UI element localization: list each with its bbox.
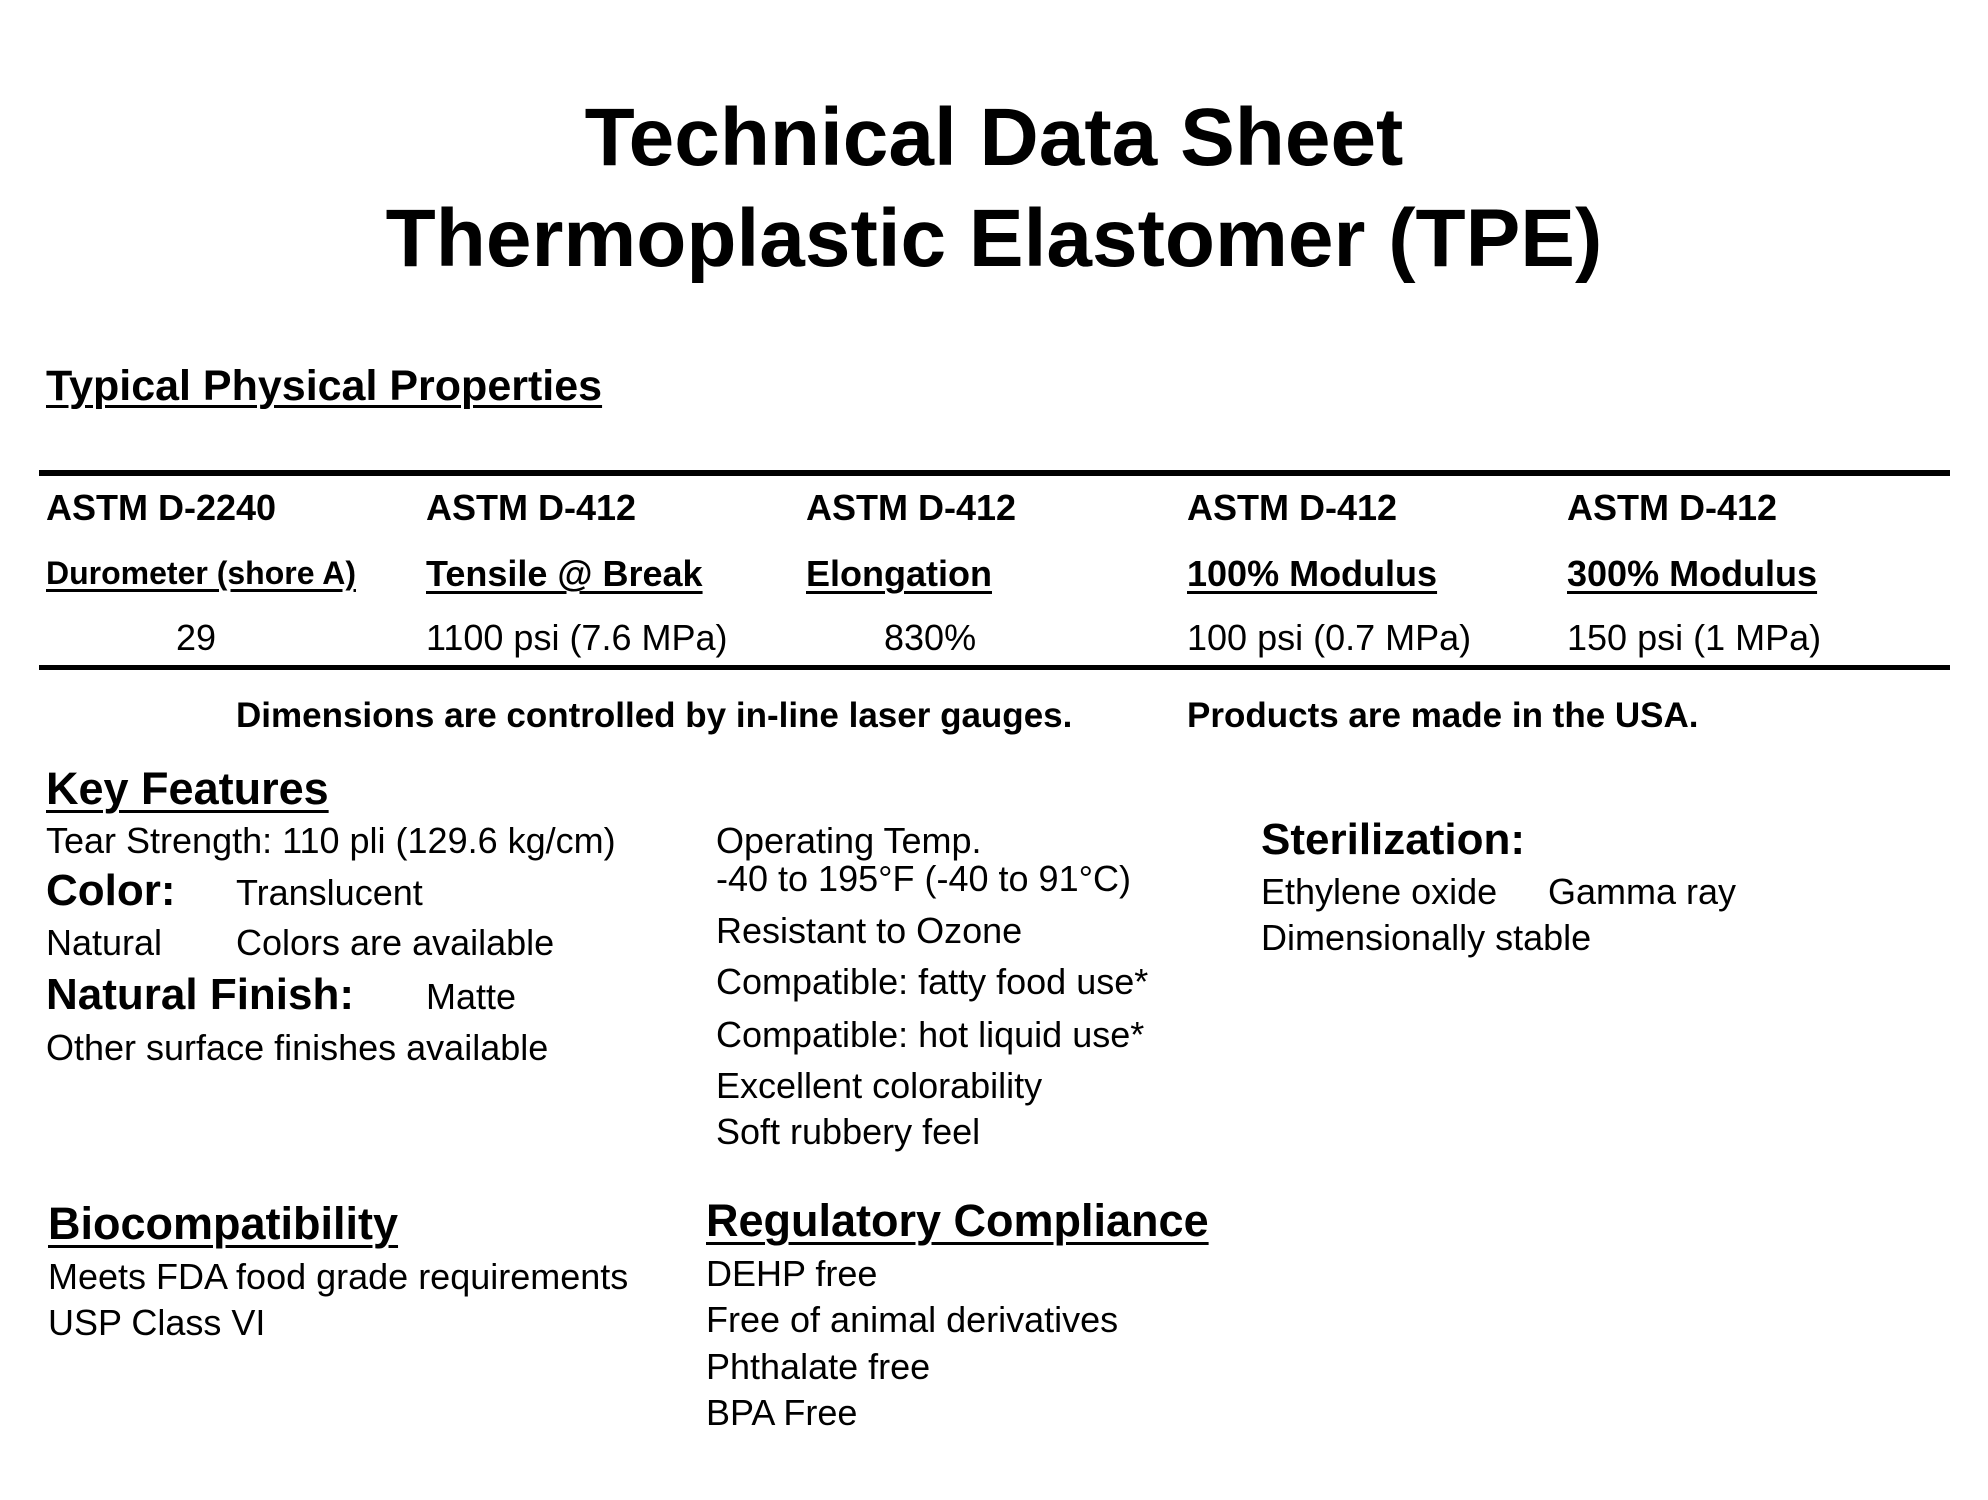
col-1-property: Durometer (shore A) — [46, 555, 356, 591]
regulatory-item: Free of animal derivatives — [706, 1299, 1119, 1340]
biocompatibility-heading: Biocompatibility — [48, 1198, 399, 1249]
col-4-value: 100 psi (0.7 MPa) — [1187, 617, 1472, 658]
feature-item: Compatible: fatty food use* — [716, 961, 1149, 1002]
col-4-property: 100% Modulus — [1187, 553, 1438, 594]
operating-temp-value: -40 to 195°F (-40 to 91°C) — [716, 858, 1131, 899]
key-features-heading: Key Features — [46, 763, 329, 814]
col-4-standard: ASTM D-412 — [1187, 487, 1398, 528]
tear-strength: Tear Strength: 110 pli (129.6 kg/cm) — [46, 820, 616, 861]
col-2-standard: ASTM D-412 — [426, 487, 637, 528]
dimensions-note: Dimensions are controlled by in-line laser gauges. — [236, 696, 1073, 735]
col-1-standard: ASTM D-2240 — [46, 487, 277, 528]
finish-note: Other surface finishes available — [46, 1027, 549, 1068]
color-label: Color: — [46, 866, 176, 915]
col-5-property: 300% Modulus — [1567, 553, 1818, 594]
finish-label: Natural Finish: — [46, 970, 355, 1019]
col-3-value: 830% — [884, 617, 977, 658]
sterilization-note: Dimensionally stable — [1261, 917, 1592, 958]
biocompatibility-item: Meets FDA food grade requirements — [48, 1256, 629, 1297]
feature-item: Excellent colorability — [716, 1065, 1043, 1106]
operating-temp-label: Operating Temp. — [716, 820, 982, 861]
regulatory-item: Phthalate free — [706, 1346, 931, 1387]
col-3-property: Elongation — [806, 553, 992, 594]
origin-note: Products are made in the USA. — [1187, 696, 1699, 735]
regulatory-heading: Regulatory Compliance — [706, 1195, 1209, 1246]
col-2-value: 1100 psi (7.6 MPa) — [426, 617, 728, 658]
regulatory-item: BPA Free — [706, 1392, 858, 1433]
feature-item: Soft rubbery feel — [716, 1111, 981, 1152]
color-value: Translucent — [236, 872, 423, 913]
physical-properties-heading: Typical Physical Properties — [46, 362, 603, 410]
biocompatibility-item: USP Class VI — [48, 1302, 266, 1343]
col-2-property: Tensile @ Break — [426, 553, 703, 594]
sterilization-heading: Sterilization: — [1261, 815, 1526, 864]
table-top-rule — [39, 470, 1950, 476]
feature-item: Compatible: hot liquid use* — [716, 1014, 1145, 1055]
col-5-standard: ASTM D-412 — [1567, 487, 1778, 528]
finish-value: Matte — [426, 976, 517, 1017]
title-line-2: Thermoplastic Elastomer (TPE) — [385, 193, 1603, 284]
col-3-standard: ASTM D-412 — [806, 487, 1017, 528]
sterilization-method-2: Gamma ray — [1548, 871, 1737, 912]
sterilization-method-1: Ethylene oxide — [1261, 871, 1498, 912]
title-line-1: Technical Data Sheet — [584, 92, 1404, 183]
col-1-value: 29 — [176, 617, 217, 658]
natural-value: Colors are available — [236, 922, 555, 963]
regulatory-item: DEHP free — [706, 1253, 878, 1294]
table-bottom-rule — [39, 665, 1950, 670]
feature-item: Resistant to Ozone — [716, 910, 1023, 951]
col-5-value: 150 psi (1 MPa) — [1567, 617, 1822, 658]
natural-label: Natural — [46, 922, 163, 963]
